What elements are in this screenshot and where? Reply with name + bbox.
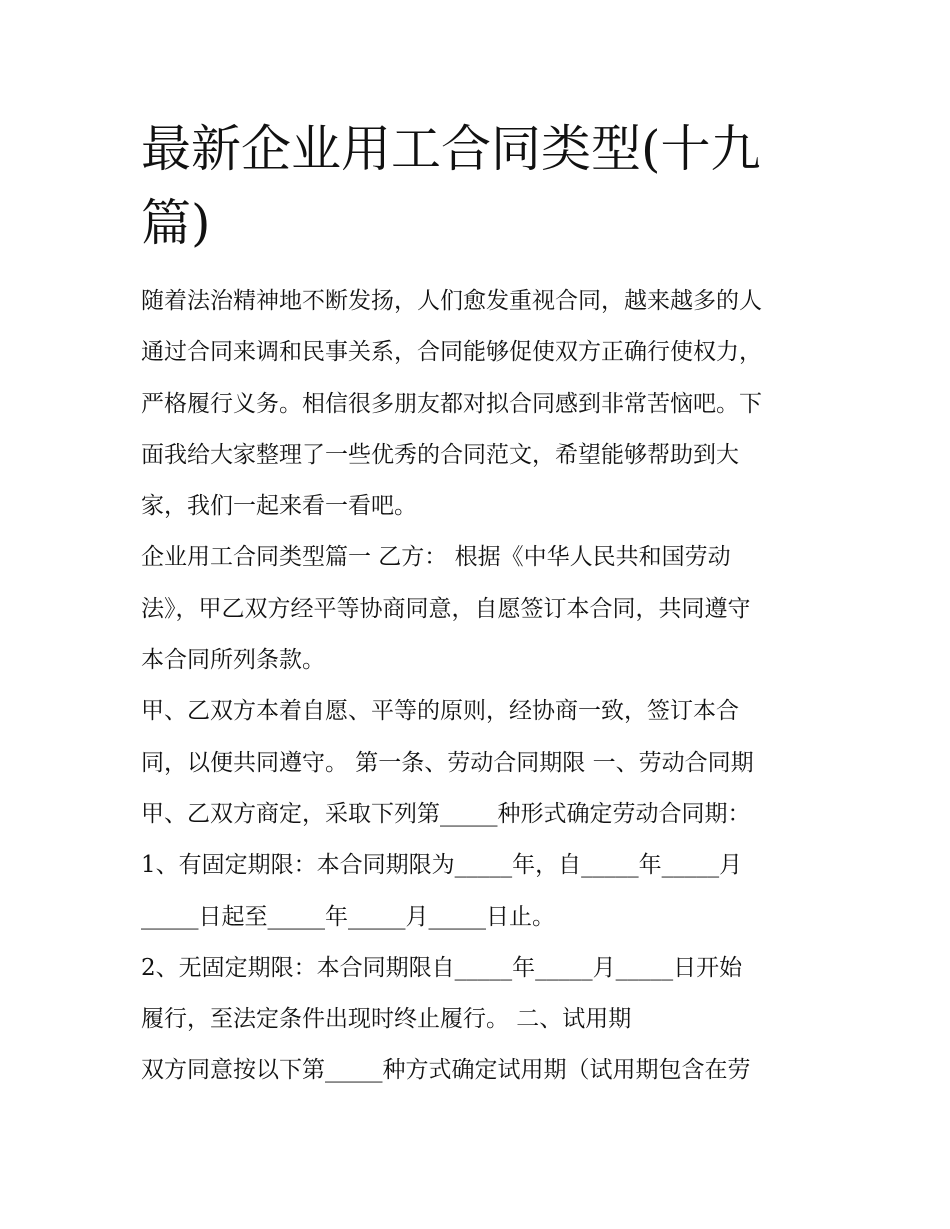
body-line: 随着法治精神地不断发扬，人们愈发重视合同，越来越多的人 <box>141 288 762 314</box>
body-line: 企业用工合同类型篇一 乙方： 根据《中华人民共和国劳动 <box>141 544 731 571</box>
body-line: 双方同意按以下第_____种方式确定试用期（试用期包含在劳 <box>141 1057 751 1084</box>
document-title <box>141 112 821 260</box>
body-line: 通过合同来调和民事关系，合同能够促使双方正确行使权力， <box>141 339 762 366</box>
body-line: 家，我们一起来看一看吧。 <box>141 493 417 520</box>
body-line: 2、无固定期限：本合同期限自_____年_____月_____日开始 <box>141 954 743 981</box>
body-line: 履行，至法定条件出现时终止履行。 二、试用期 <box>141 1006 632 1033</box>
body-line: 甲、乙双方商定，采取下列第_____种形式确定劳动合同期： <box>141 800 751 827</box>
body-line: 严格履行义务。相信很多朋友都对拟合同感到非常苦恼吧。下 <box>141 390 762 417</box>
body-line: 本合同所列条款。 <box>141 647 325 674</box>
body-line: _____日起至_____年_____月_____日止。 <box>141 903 555 930</box>
body-line: 1、有固定期限：本合同期限为_____年，自_____年_____月 <box>141 852 743 879</box>
body-line: 面我给大家整理了一些优秀的合同范文，希望能够帮助到大 <box>141 441 739 468</box>
body-line: 甲、乙双方本着自愿、平等的原则，经协商一致，签订本合 <box>141 698 739 725</box>
title-line: 最新企业用工合同类型(十九 <box>141 120 761 178</box>
document-body <box>141 276 831 1097</box>
body-line: 法》，甲乙双方经平等协商同意，自愿签订本合同，共同遵守 <box>141 595 751 622</box>
title-line: 篇) <box>141 194 211 252</box>
body-line: 同，以便共同遵守。 第一条、劳动合同期限 一、劳动合同期 <box>141 749 754 776</box>
